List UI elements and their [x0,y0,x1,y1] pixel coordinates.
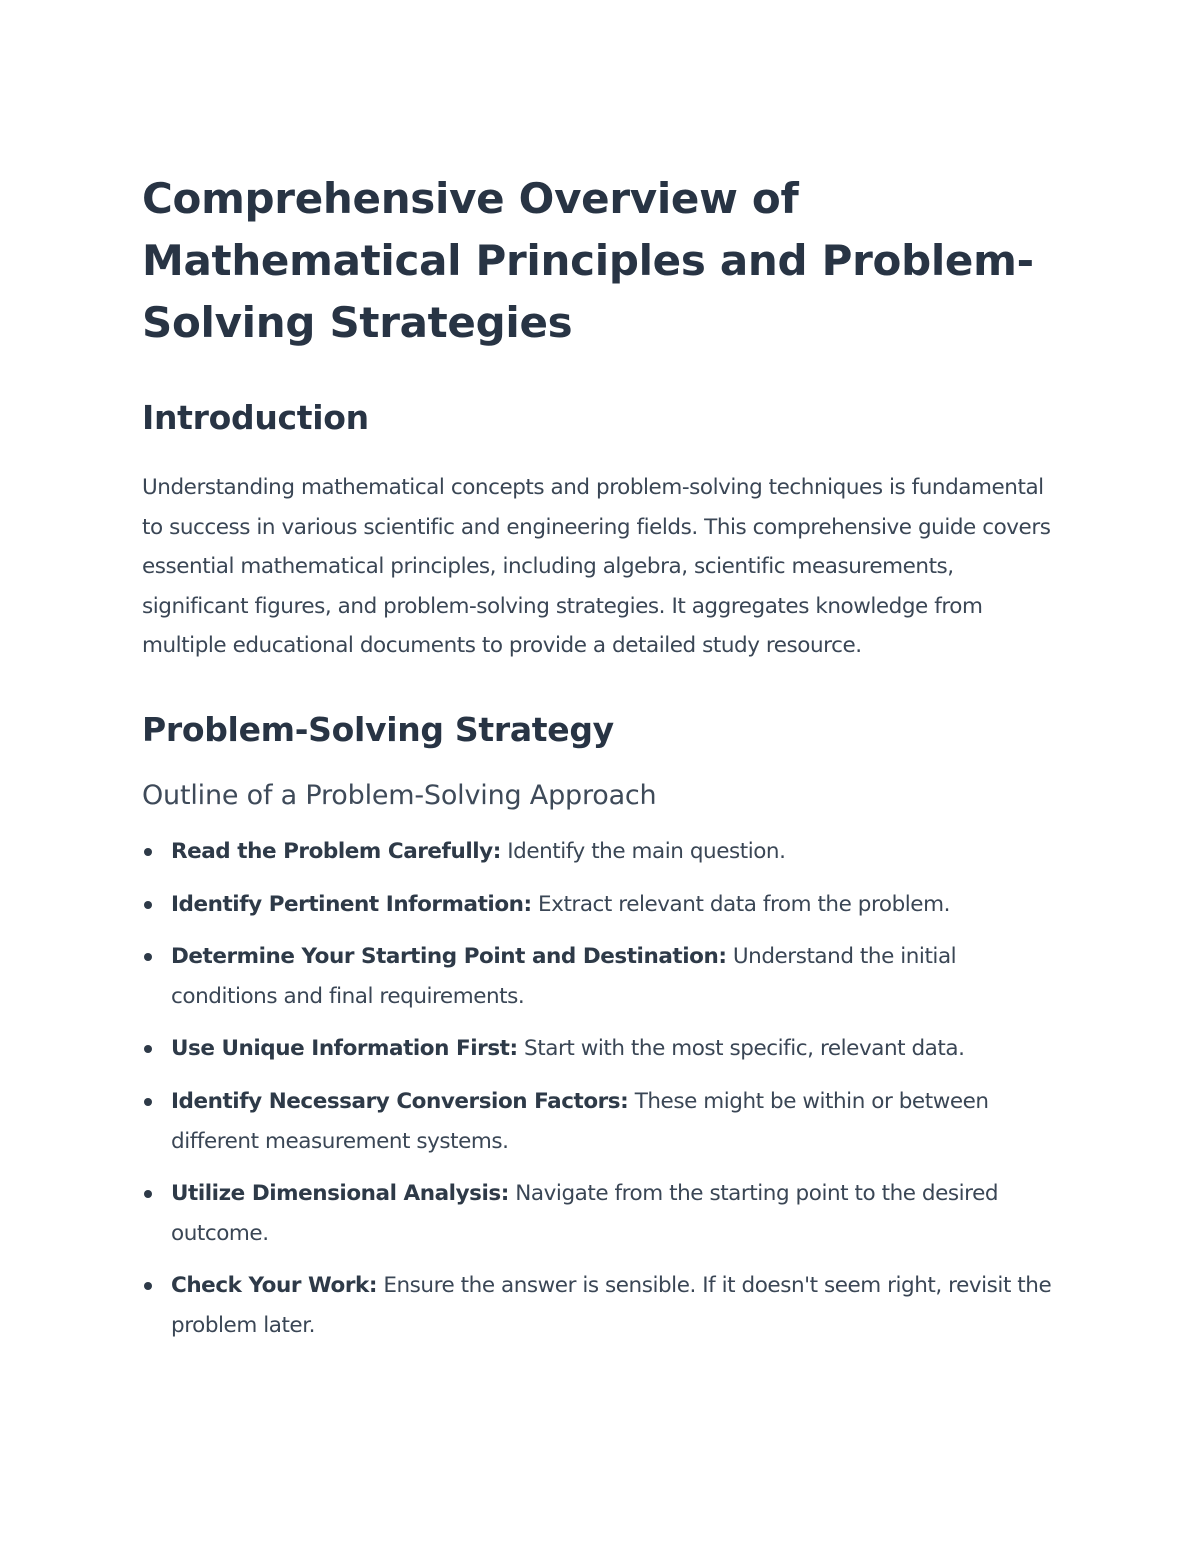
step-term: Identify Necessary Conversion Factors [171,1088,621,1114]
document-page [142,168,1062,1359]
step-term: Read the Problem Carefully [171,838,493,864]
bullet-icon [144,1098,152,1106]
step-description: Extract relevant data from the problem. [531,891,950,917]
step-term: Use Unique Information First [171,1036,510,1062]
step-description: Ensure the answer is sensible. If it doesn't seem right, revisit the problem later. [171,1273,1052,1338]
bullet-icon [144,1282,152,1290]
step-separator: : [492,838,501,864]
introduction-heading: Introduction [142,398,369,437]
step-separator: : [368,1273,377,1299]
step-separator: : [523,891,532,917]
strategy-step-list [142,832,1062,1346]
step-term: Determine Your Starting Point and Destination [171,944,719,970]
step-term: Identify Pertinent Information [171,891,524,917]
list-item [142,1174,1062,1253]
step-term: Check Your Work [171,1273,369,1299]
list-item [142,1082,1062,1161]
step-description: Navigate from the starting point to the desired outcome. [171,1181,999,1246]
step-description: Identify the main question. [500,838,786,864]
step-description: Start with the most specific, relevant data. [517,1036,965,1062]
bullet-icon [144,901,152,909]
step-separator: : [500,1181,509,1207]
bullet-icon [144,848,152,856]
step-separator: : [620,1088,629,1114]
list-item [142,1266,1062,1345]
list-item [142,1029,1062,1069]
step-description: Understand the initial conditions and final requirements. [171,944,957,1009]
bullet-icon [144,953,152,961]
strategy-subheading: Outline of a Problem-Solving Approach [142,779,657,811]
bullet-icon [144,1045,152,1053]
step-separator: : [718,944,727,970]
strategy-heading: Problem-Solving Strategy [142,709,614,749]
step-description: These might be within or between different measurement systems. [171,1088,989,1154]
list-item [142,832,1062,872]
page-title: Comprehensive Overview of Mathematical Principles and Problem-Solving Strategies [142,174,1034,347]
introduction-paragraph: Understanding mathematical concepts and problem-solving techniques is fundamental to success in various scientific and engineering fields. This comprehensive guide covers essential mathematical principles, including algebra, scientific measurements, significant figures, and problem-solving strategies. It aggregates knowledge from multiple educational documents to provide a detailed study resource. [142,475,1051,659]
list-item [142,885,1062,925]
bullet-icon [144,1190,152,1198]
list-item [142,937,1062,1016]
step-separator: : [509,1036,518,1062]
step-term: Utilize Dimensional Analysis [171,1181,501,1207]
